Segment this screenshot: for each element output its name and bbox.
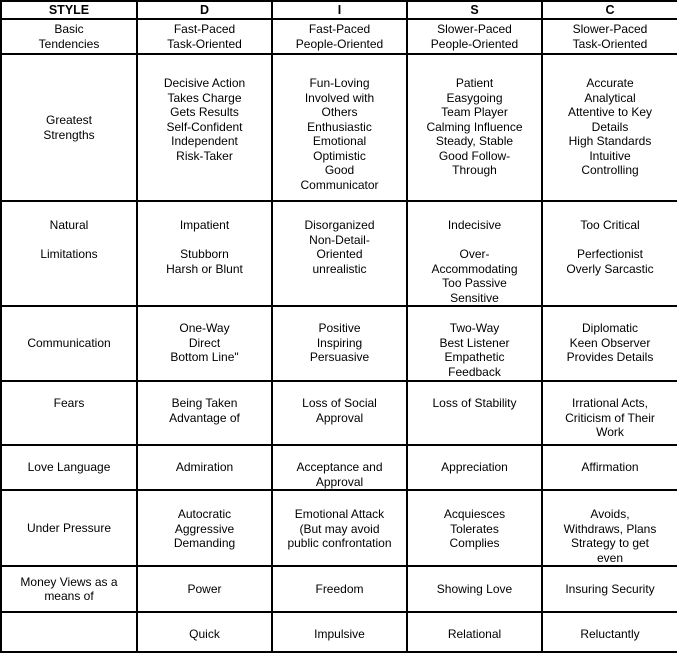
cell-line: Acquiesces bbox=[443, 507, 506, 521]
cell-line: Task-Oriented bbox=[167, 36, 242, 51]
cell-line: Enthusiastic bbox=[307, 119, 372, 134]
cell-line: Best Listener bbox=[439, 335, 510, 350]
row-label-line: Communication bbox=[27, 336, 111, 351]
cell-line: Disorganized bbox=[304, 218, 375, 232]
cell-line: Too Passive bbox=[442, 276, 507, 290]
cell-line: Loss of Social bbox=[302, 396, 377, 410]
row-label bbox=[1, 19, 137, 54]
table-cell bbox=[407, 19, 542, 54]
table-cell bbox=[137, 445, 272, 490]
cell-line: Self-Confident bbox=[166, 119, 243, 134]
table-cell bbox=[272, 490, 407, 566]
cell-line: Aggressive bbox=[174, 521, 235, 536]
table-row bbox=[1, 612, 677, 652]
table-cell bbox=[137, 306, 272, 381]
cell-line: Being Taken bbox=[171, 396, 238, 410]
row-label bbox=[1, 490, 137, 566]
table-row bbox=[1, 201, 677, 306]
table-cell bbox=[407, 445, 542, 490]
cell-line: Affirmation bbox=[581, 460, 639, 474]
table-cell bbox=[272, 306, 407, 381]
cell-line: Advantage of bbox=[169, 410, 240, 425]
cell-line: Indecisive bbox=[447, 218, 502, 232]
cell-line: Criticism of Their bbox=[565, 410, 655, 425]
cell-line: Quick bbox=[189, 627, 220, 641]
cell-line: Accommodating bbox=[431, 261, 518, 276]
table-row bbox=[1, 54, 677, 201]
cell-line: Slower-Paced bbox=[572, 22, 648, 36]
header-d: D bbox=[137, 1, 272, 19]
cell-line: unrealistic bbox=[312, 261, 367, 276]
table-cell bbox=[137, 566, 272, 612]
table-row bbox=[1, 381, 677, 445]
cell-line: Overly Sarcastic bbox=[566, 261, 654, 276]
cell-line: Fun-Loving bbox=[309, 76, 370, 90]
cell-line: public confrontation bbox=[287, 536, 392, 550]
cell-line: People-Oriented bbox=[430, 36, 519, 51]
table-cell bbox=[137, 201, 272, 306]
header-i: I bbox=[272, 1, 407, 19]
cell-line: Involved with bbox=[304, 90, 375, 105]
table-row bbox=[1, 445, 677, 490]
cell-line: High Standards bbox=[568, 134, 652, 148]
table-cell bbox=[272, 381, 407, 445]
row-label-line bbox=[4, 625, 134, 640]
cell-line: Optimistic bbox=[313, 148, 366, 163]
cell-line bbox=[410, 233, 539, 248]
table-cell bbox=[542, 201, 677, 306]
table-cell bbox=[407, 566, 542, 612]
cell-line: Steady, Stable bbox=[435, 134, 514, 148]
table-cell bbox=[542, 19, 677, 54]
cell-line: Strategy to get bbox=[570, 536, 650, 550]
header-style: STYLE bbox=[1, 1, 137, 19]
cell-line: Irrational Acts, bbox=[571, 396, 649, 410]
cell-line: Sensitive bbox=[450, 290, 499, 305]
table-cell bbox=[542, 490, 677, 566]
cell-line: Withdraws, Plans bbox=[563, 521, 657, 536]
cell-line: Analytical bbox=[584, 90, 636, 105]
table-row bbox=[1, 306, 677, 381]
cell-line: Intuitive bbox=[589, 148, 631, 163]
cell-line: One-Way bbox=[179, 321, 230, 335]
cell-line: Approval bbox=[315, 474, 364, 489]
cell-line: Others bbox=[321, 105, 358, 119]
row-label bbox=[1, 612, 137, 652]
cell-line: Approval bbox=[315, 410, 364, 425]
cell-line: Too Critical bbox=[580, 218, 640, 232]
table-cell bbox=[137, 490, 272, 566]
header-row bbox=[1, 1, 677, 19]
row-label-line: Love Language bbox=[27, 460, 111, 475]
row-label bbox=[1, 381, 137, 445]
cell-line: Empathetic bbox=[444, 350, 505, 364]
table-cell bbox=[272, 445, 407, 490]
cell-line: Gets Results bbox=[170, 105, 239, 119]
cell-line: Appreciation bbox=[441, 460, 508, 474]
cell-line: Good Follow- bbox=[438, 148, 511, 163]
cell-line: Perfectionist bbox=[576, 247, 644, 261]
table-cell bbox=[137, 381, 272, 445]
cell-line: Complies bbox=[449, 536, 500, 550]
table-cell bbox=[272, 54, 407, 201]
table-body bbox=[1, 19, 677, 652]
cell-line: Keen Observer bbox=[569, 335, 651, 350]
cell-line: Impulsive bbox=[314, 627, 365, 641]
table-cell bbox=[542, 306, 677, 381]
cell-line: Takes Charge bbox=[167, 90, 242, 105]
table-cell bbox=[542, 381, 677, 445]
cell-line bbox=[140, 233, 269, 248]
row-label-line: Tendencies bbox=[38, 36, 100, 51]
row-label bbox=[1, 54, 137, 201]
table-row bbox=[1, 490, 677, 566]
row-label-line: Basic bbox=[54, 22, 84, 36]
cell-line: (But may avoid bbox=[299, 521, 380, 536]
cell-line: Relational bbox=[447, 627, 502, 641]
cell-line: Risk-Taker bbox=[176, 148, 233, 163]
cell-line: Work bbox=[596, 425, 624, 439]
row-label bbox=[1, 445, 137, 490]
cell-line: Accurate bbox=[586, 76, 634, 90]
cell-line: Feedback bbox=[448, 364, 501, 379]
table-cell bbox=[137, 19, 272, 54]
row-label bbox=[1, 201, 137, 306]
table-cell bbox=[542, 445, 677, 490]
cell-line: Admiration bbox=[175, 460, 234, 474]
cell-line: Power bbox=[187, 582, 222, 596]
row-label-line: Greatest bbox=[45, 113, 93, 127]
cell-line bbox=[545, 233, 675, 248]
cell-line: Autocratic bbox=[177, 507, 232, 521]
row-label-line: Strengths bbox=[43, 127, 95, 142]
row-label-line: Money Views as a bbox=[20, 574, 118, 589]
cell-line: Harsh or Blunt bbox=[166, 261, 243, 276]
table-cell bbox=[407, 306, 542, 381]
cell-line: Loss of Stability bbox=[432, 396, 517, 410]
cell-line: Tolerates bbox=[450, 521, 499, 536]
table-cell bbox=[407, 54, 542, 201]
table-cell bbox=[542, 54, 677, 201]
cell-line: Oriented bbox=[316, 247, 363, 261]
cell-line: Insuring Security bbox=[565, 582, 655, 596]
cell-line: Inspiring bbox=[316, 335, 363, 350]
cell-line: Acceptance and bbox=[296, 460, 383, 474]
header-s: S bbox=[407, 1, 542, 19]
table-cell bbox=[407, 201, 542, 306]
cell-line: Decisive Action bbox=[163, 76, 246, 90]
cell-line: Stubborn bbox=[180, 247, 229, 261]
cell-line: Fast-Paced bbox=[173, 22, 236, 36]
cell-line: even bbox=[596, 550, 624, 565]
table-cell bbox=[542, 566, 677, 612]
table-cell bbox=[137, 54, 272, 201]
cell-line: Demanding bbox=[173, 536, 236, 550]
cell-line: Attentive to Key bbox=[567, 105, 653, 119]
cell-line: Direct bbox=[188, 335, 221, 350]
row-label-line: Natural bbox=[49, 218, 89, 232]
cell-line: Patient bbox=[455, 76, 494, 90]
cell-line: Two-Way bbox=[449, 321, 500, 335]
row-label-line: means of bbox=[44, 589, 94, 603]
header-c: C bbox=[542, 1, 677, 19]
table-header bbox=[1, 1, 677, 19]
cell-line: Through bbox=[452, 163, 497, 177]
cell-line: Fast-Paced bbox=[308, 22, 371, 36]
table-cell bbox=[407, 381, 542, 445]
cell-line: Provides Details bbox=[566, 350, 654, 364]
cell-line: Team Player bbox=[441, 105, 508, 119]
cell-line: Over- bbox=[459, 247, 490, 261]
cell-line: Freedom bbox=[315, 582, 364, 596]
table-cell bbox=[542, 612, 677, 652]
cell-line: Details bbox=[591, 119, 629, 134]
cell-line: Emotional bbox=[312, 134, 367, 148]
cell-line: Communicator bbox=[300, 177, 379, 192]
cell-line: Non-Detail- bbox=[309, 232, 370, 247]
cell-line: Avoids, bbox=[590, 507, 630, 521]
row-label-line: Limitations bbox=[40, 247, 98, 261]
cell-line: Diplomatic bbox=[581, 321, 638, 335]
table-cell bbox=[272, 612, 407, 652]
cell-line: Showing Love bbox=[436, 582, 513, 596]
cell-line: Good bbox=[324, 163, 355, 177]
table-cell bbox=[272, 201, 407, 306]
table-cell bbox=[407, 612, 542, 652]
cell-line: Reluctantly bbox=[580, 627, 640, 641]
cell-line: Impatient bbox=[179, 218, 230, 232]
cell-line: Calming Influence bbox=[426, 119, 523, 134]
cell-line: Persuasive bbox=[309, 350, 370, 364]
cell-line: Controlling bbox=[581, 163, 639, 177]
table-cell bbox=[272, 19, 407, 54]
row-label-line: Fears bbox=[53, 396, 85, 410]
cell-line: Positive bbox=[318, 321, 361, 335]
table-cell bbox=[272, 566, 407, 612]
cell-line: Bottom Line" bbox=[170, 350, 239, 364]
cell-line: Independent bbox=[171, 134, 238, 148]
table-row bbox=[1, 19, 677, 54]
table-cell bbox=[137, 612, 272, 652]
row-label-line bbox=[4, 233, 134, 248]
cell-line: Task-Oriented bbox=[572, 36, 648, 51]
cell-line: Easygoing bbox=[446, 90, 503, 105]
row-label bbox=[1, 566, 137, 612]
table-cell bbox=[407, 490, 542, 566]
table-row bbox=[1, 566, 677, 612]
row-label bbox=[1, 306, 137, 381]
cell-line: Emotional Attack bbox=[294, 507, 385, 521]
cell-line: Slower-Paced bbox=[437, 22, 512, 36]
cell-line: People-Oriented bbox=[295, 36, 384, 51]
row-label-line: Under Pressure bbox=[26, 520, 112, 535]
